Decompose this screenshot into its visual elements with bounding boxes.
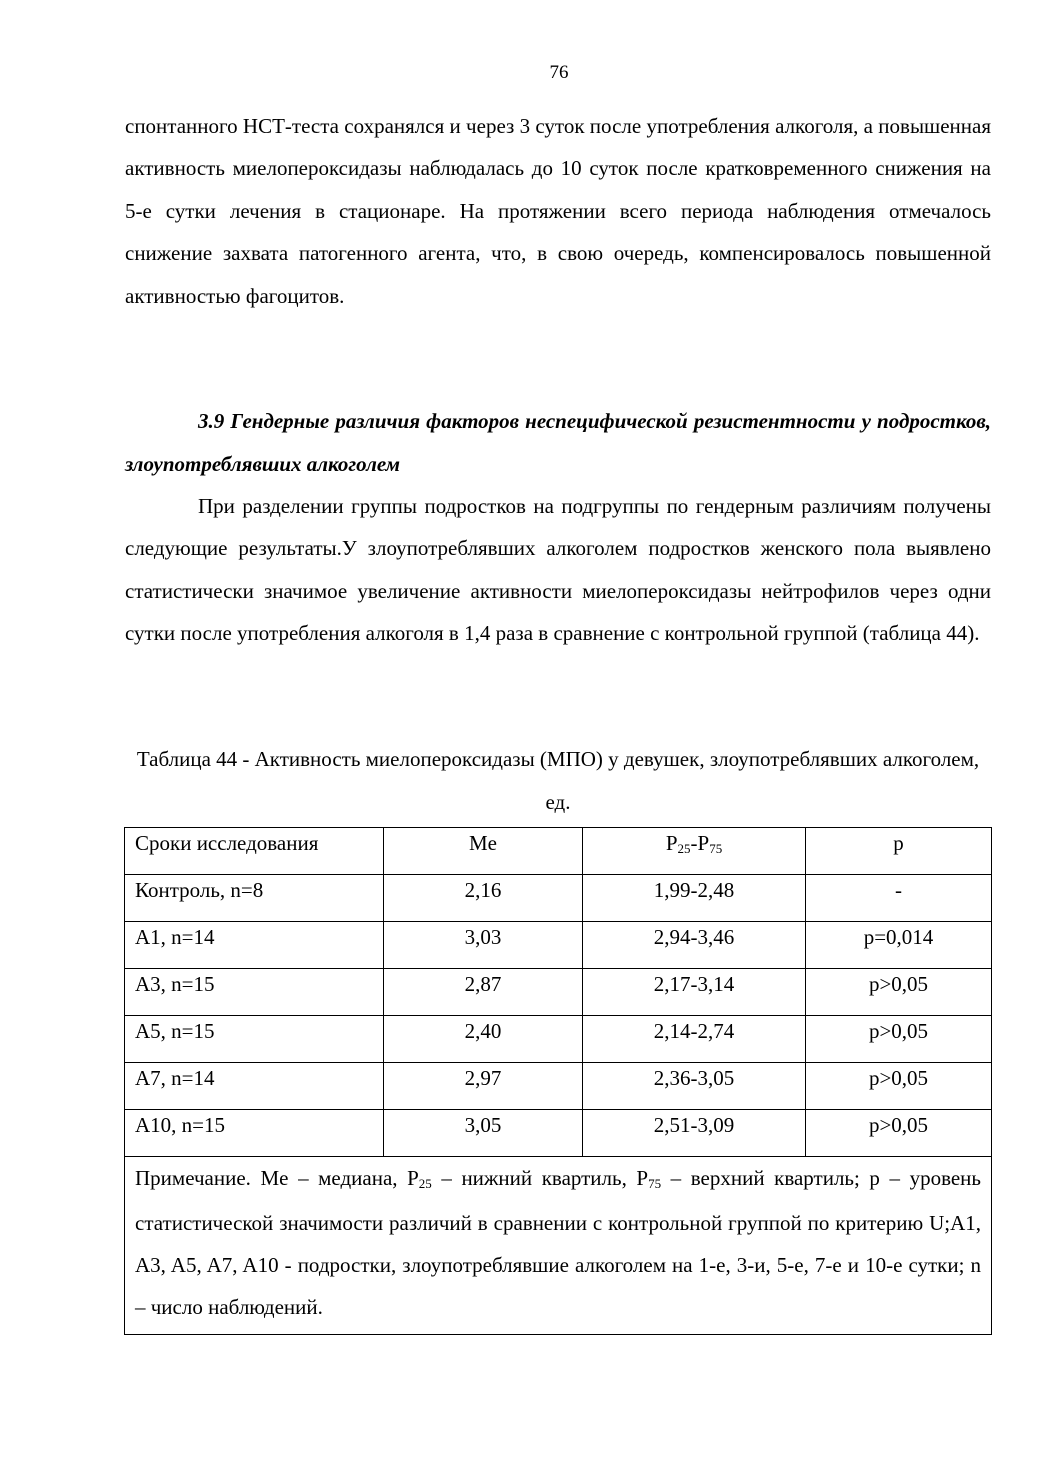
data-table (124, 827, 992, 1335)
cell-period: Контроль, n=8 (125, 875, 384, 922)
cell-range: 2,94-3,46 (583, 922, 806, 969)
cell-p-value: p=0,014 (806, 922, 992, 969)
table-row (125, 875, 992, 922)
cell-median: 2,40 (384, 1016, 583, 1063)
cell-period: А10, n=15 (125, 1110, 384, 1157)
header-quartiles-sub25: 25 (677, 841, 691, 856)
table-row (125, 1110, 992, 1157)
header-quartiles-dash: -P (690, 831, 710, 855)
cell-period: А1, n=14 (125, 922, 384, 969)
body-paragraph-1: спонтанного НСТ-теста сохранялся и через 3 суток после употребления алкоголя, а повышенная активность миелопероксидазы наблюдалась до 10 суток после кратковременного снижения на 5-е сутки лечения в стационаре. На протяжении всего периода наблюдения отмечалось снижение захвата патогенного агента, что, в свою очередь, компенсировалось повышенной активностью фагоцитов. (125, 114, 991, 308)
cell-p-value: p>0,05 (806, 969, 992, 1016)
cell-median: 2,16 (384, 875, 583, 922)
table-row (125, 969, 992, 1016)
table-row (125, 1016, 992, 1063)
cell-median: 2,97 (384, 1063, 583, 1110)
header-quartiles (583, 828, 806, 875)
table-row (125, 1063, 992, 1110)
cell-range: 2,14-2,74 (583, 1016, 806, 1063)
cell-median: 3,05 (384, 1110, 583, 1157)
cell-p-value: p>0,05 (806, 1063, 992, 1110)
cell-period: А5, n=15 (125, 1016, 384, 1063)
header-median: Me (384, 828, 583, 875)
note-sub-25: 25 (418, 1176, 432, 1191)
cell-range: 1,99-2,48 (583, 875, 806, 922)
note-part-2: – нижний квартиль, P (431, 1166, 649, 1190)
cell-p-value: p>0,05 (806, 1016, 992, 1063)
table-header-row (125, 828, 992, 875)
header-p-value: p (806, 828, 992, 875)
note-part-3: – верхний квартиль; p – уровень статистической значимости различий в сравнении с контрольной группой по критерию U;A1, A3, A5, A7, A10 - подростки, злоупотреблявшие алкоголем на 1-е, 3-и, 5-е, 7-е и 10-е сутки; n – число наблюдений. (135, 1166, 981, 1319)
cell-period: А7, n=14 (125, 1063, 384, 1110)
cell-range: 2,36-3,05 (583, 1063, 806, 1110)
cell-p-value: - (806, 875, 992, 922)
header-quartiles-sub75: 75 (709, 841, 723, 856)
table-note-row (125, 1157, 992, 1335)
cell-period: А3, n=15 (125, 969, 384, 1016)
page-number: 76 (549, 62, 569, 83)
cell-range: 2,17-3,14 (583, 969, 806, 1016)
cell-median: 2,87 (384, 969, 583, 1016)
body-paragraph-2: При разделении группы подростков на подгруппы по гендерным различиям получены следующие результаты.У злоупотреблявших алкоголем подростков женского пола выявлено статистически значимое увеличение активности миелопероксидазы нейтрофилов через одни сутки после употребления алкоголя в 1,4 раза в сравнение с контрольной группой (таблица 44). (125, 494, 991, 646)
cell-range: 2,51-3,09 (583, 1110, 806, 1157)
section-heading: 3.9 Гендерные различия факторов неспецифической резистентности у подростков, злоупотреблявших алкоголем (125, 409, 991, 476)
table-row (125, 922, 992, 969)
table-caption: Таблица 44 - Активность миелопероксидазы (МПО) у девушек, злоупотреблявших алкоголем, ед. (136, 747, 980, 814)
note-part-1: Примечание. Me – медиана, P (135, 1166, 419, 1190)
note-sub-75: 75 (648, 1176, 662, 1191)
header-period: Сроки исследования (125, 828, 384, 875)
cell-p-value: p>0,05 (806, 1110, 992, 1157)
table-note (125, 1157, 992, 1335)
header-quartiles-p: P (665, 831, 678, 855)
cell-median: 3,03 (384, 922, 583, 969)
